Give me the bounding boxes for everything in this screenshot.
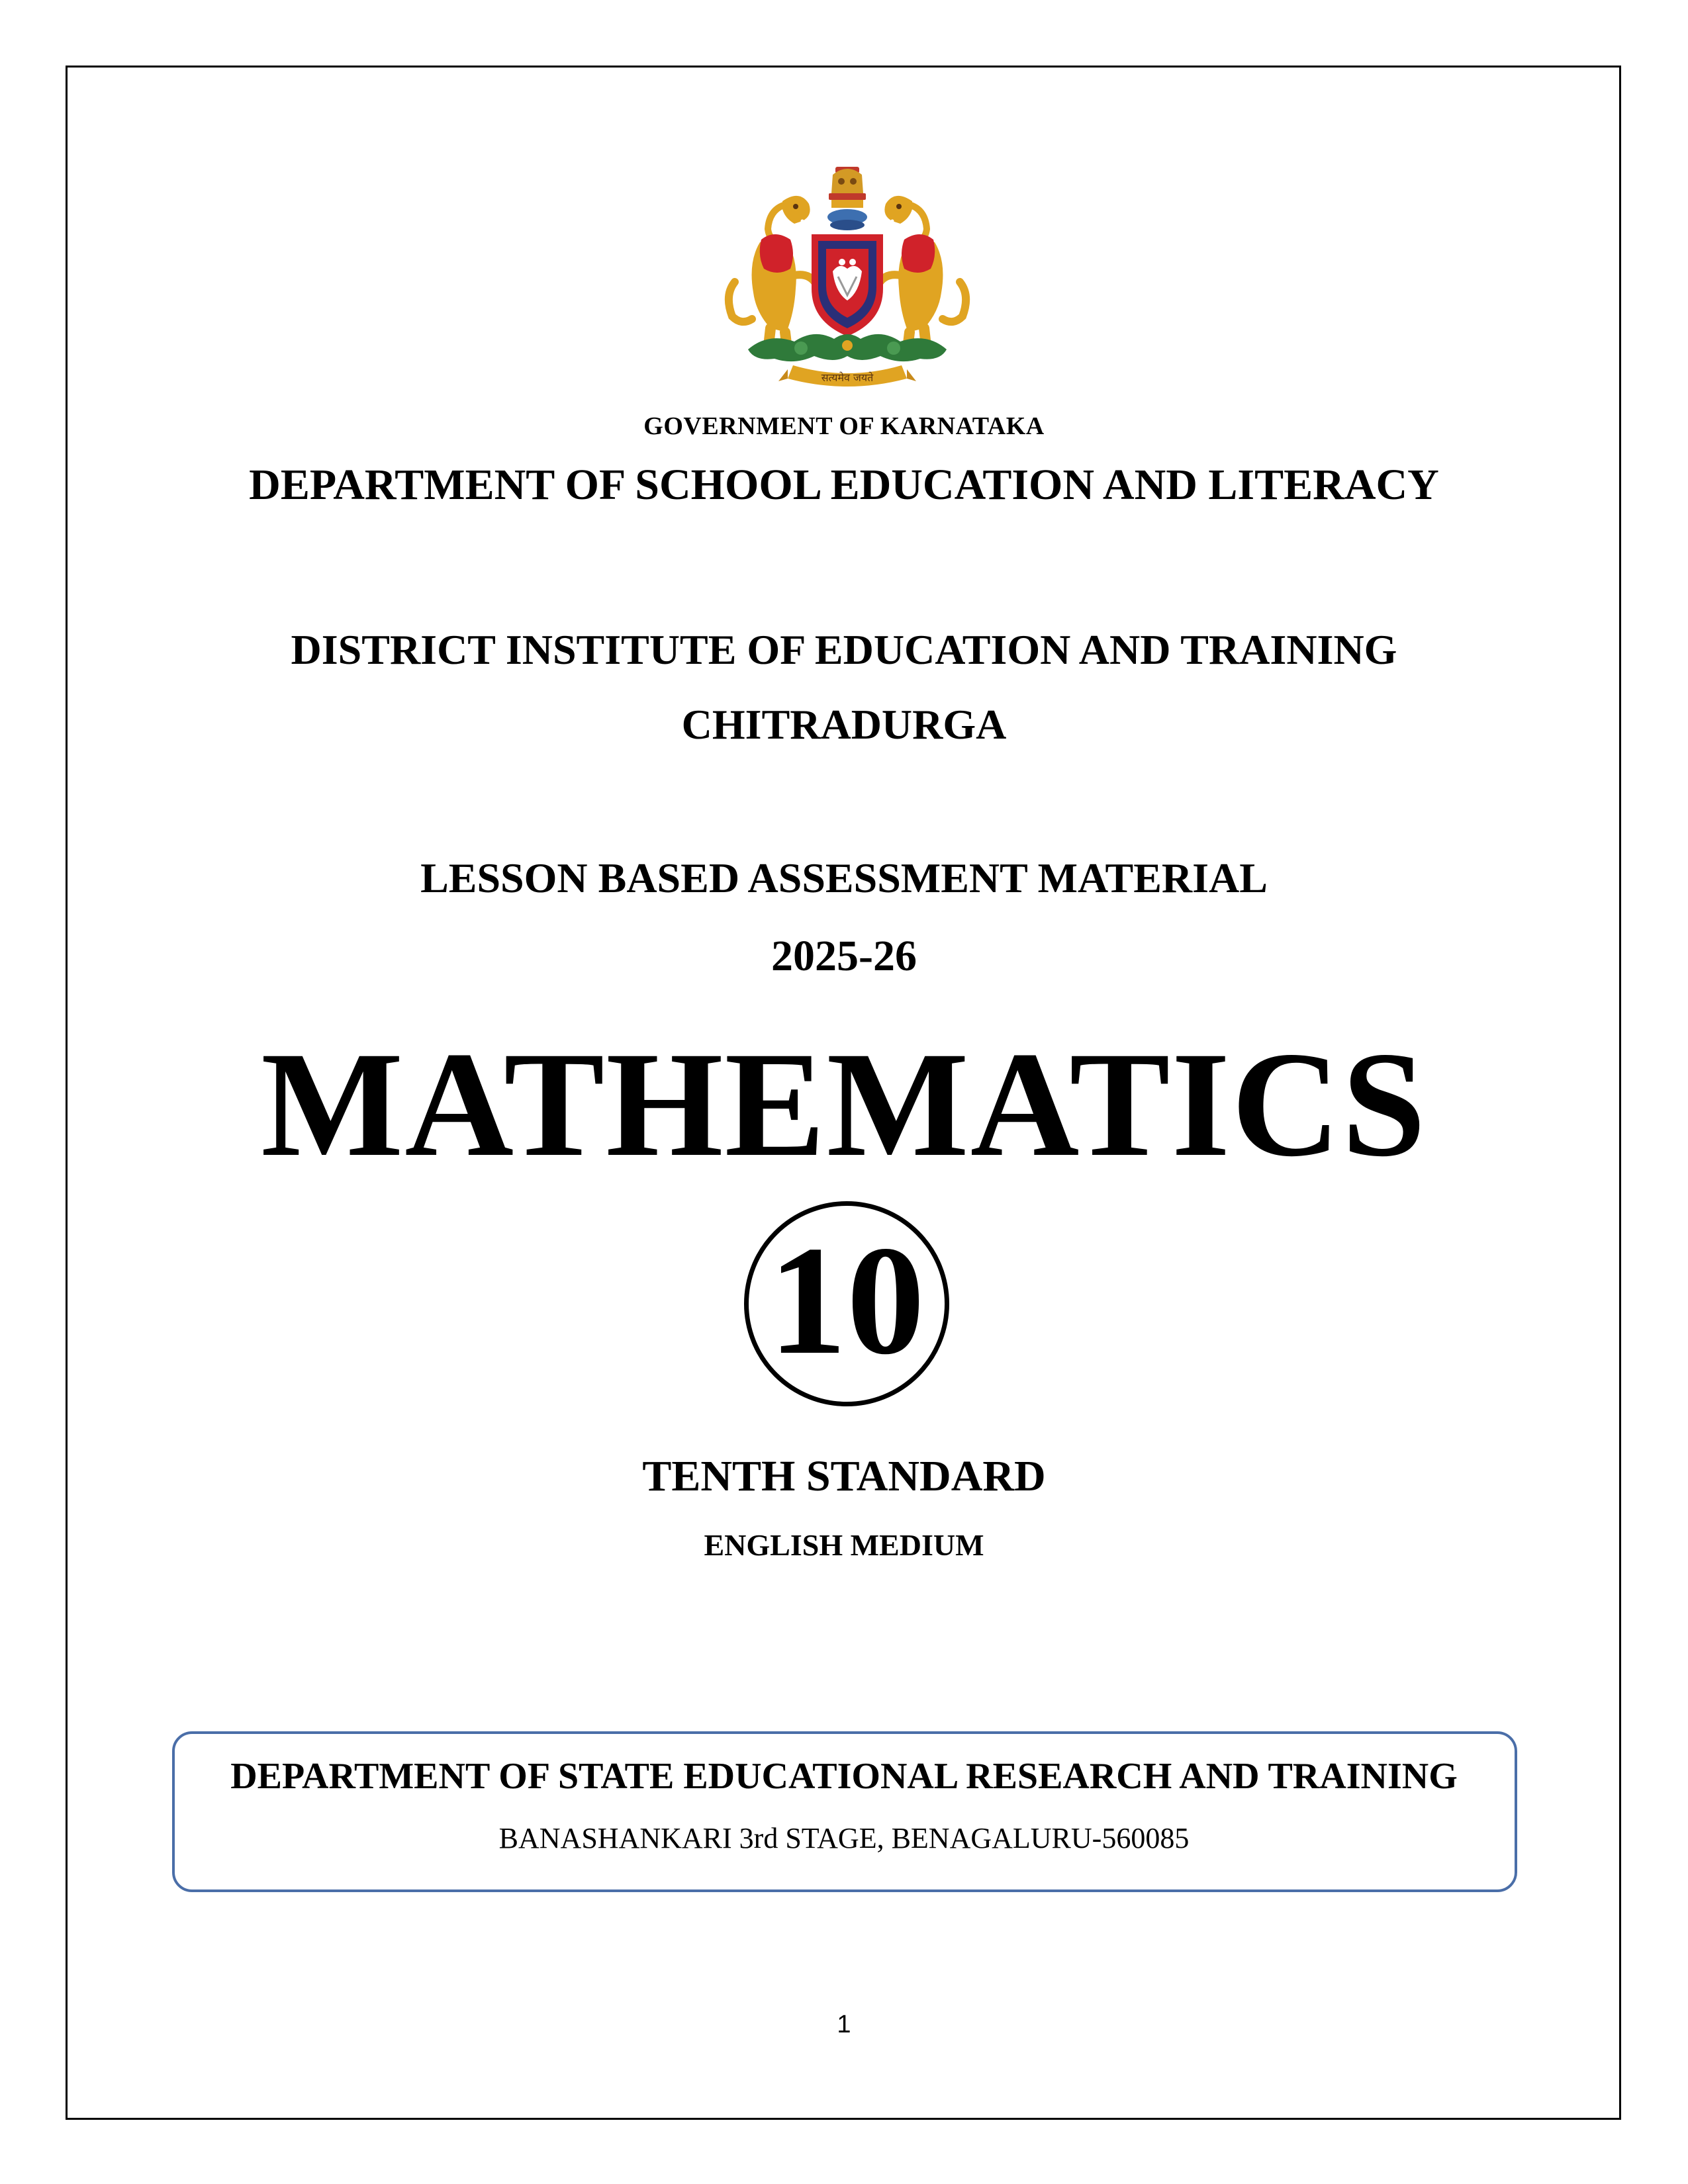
page-number: 1 (837, 2011, 851, 2038)
right-gandabherunda-icon (884, 196, 927, 241)
lion-capital-icon (827, 167, 867, 230)
right-lion-icon (879, 234, 966, 355)
left-lion-icon (729, 234, 816, 355)
publisher-address: BANASHANKARI 3rd STAGE, BENAGALURU-560085 (498, 1822, 1190, 1854)
institute-title: DISTRICT INSTITUTE OF EDUCATION AND TRAINING (291, 626, 1397, 673)
department-title: DEPARTMENT OF SCHOOL EDUCATION AND LITERACY (249, 461, 1439, 509)
emblem-motto-ribbon (778, 365, 916, 387)
subject-title: MATHEMATICS (261, 1021, 1427, 1188)
government-title: GOVERNMENT OF KARNATAKA (643, 412, 1045, 440)
publisher-name: DEPARTMENT OF STATE EDUCATIONAL RESEARCH AND TRAINING (230, 1756, 1458, 1797)
medium-label: ENGLISH MEDIUM (704, 1528, 984, 1562)
emblem-shield-icon (812, 234, 883, 336)
emblem-motto: सत्यमेव जयते (821, 371, 874, 384)
karnataka-state-emblem-icon (722, 163, 973, 391)
standard-label: TENTH STANDARD (642, 1452, 1046, 1500)
material-title: LESSON BASED ASSESSMENT MATERIAL (420, 854, 1268, 901)
emblem-foliage-icon (748, 334, 947, 361)
academic-year: 2025-26 (771, 932, 917, 980)
district-name: CHITRADURGA (681, 701, 1007, 748)
left-gandabherunda-icon (768, 196, 810, 241)
grade-number: 10 (769, 1214, 925, 1387)
grade-badge (744, 1201, 949, 1406)
